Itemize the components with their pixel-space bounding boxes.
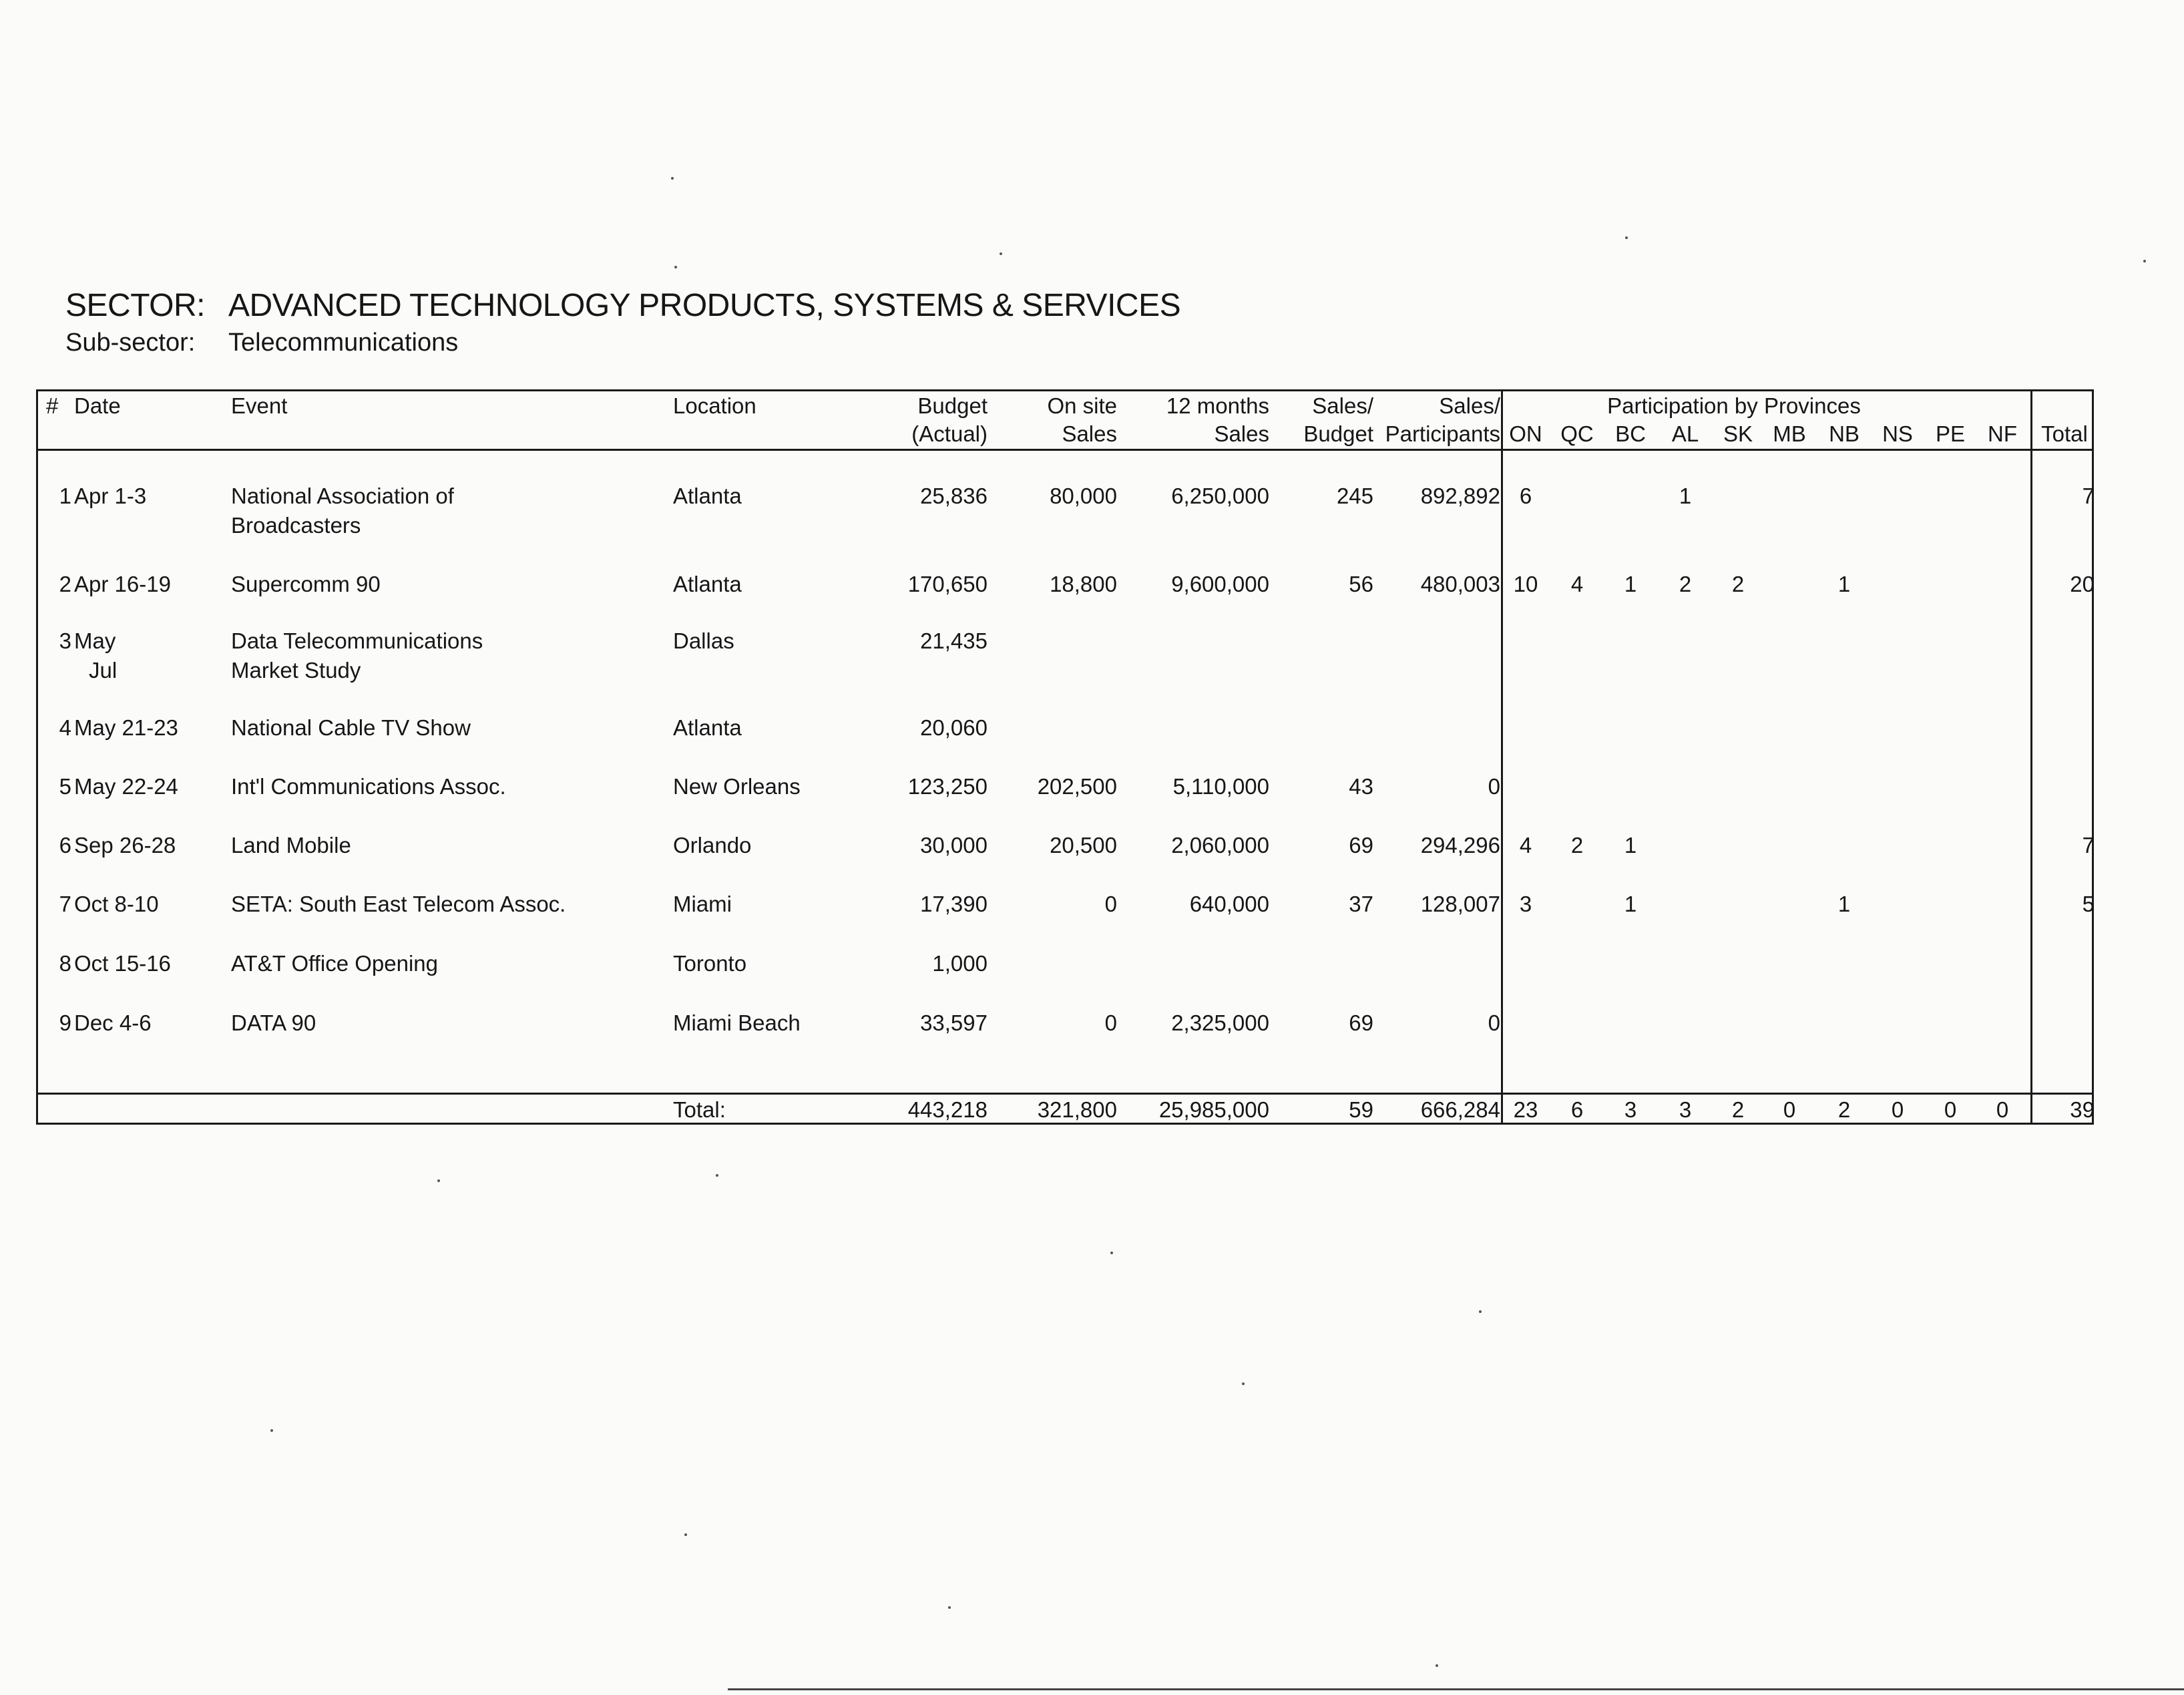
totals-onsite: 321,800 <box>1037 1097 1117 1122</box>
header-budget-line2: (Actual) <box>911 421 988 446</box>
scan-speck <box>1000 252 1002 255</box>
header-sales-participants-line2: Participants <box>1385 421 1500 446</box>
row-budget: 170,650 <box>907 572 988 596</box>
scan-speck <box>1242 1382 1245 1385</box>
totals-province-pe: 0 <box>1944 1097 1957 1122</box>
row-province-al: 2 <box>1679 572 1692 596</box>
totals-province-sk: 2 <box>1731 1097 1745 1122</box>
subsector-value: Telecommunications <box>228 329 459 357</box>
header-rule <box>38 449 2092 451</box>
header-province-nb: NB <box>1829 421 1860 446</box>
header-date: Date <box>74 393 121 418</box>
row-province-bc: 1 <box>1624 833 1637 858</box>
row-sales-budget: 37 <box>1349 892 1373 916</box>
row-location: Atlanta <box>673 572 742 596</box>
header-event: Event <box>231 393 288 418</box>
row-months12: 2,060,000 <box>1171 833 1269 858</box>
scan-speck <box>674 266 677 268</box>
row-budget: 123,250 <box>907 774 988 799</box>
row-event: Supercomm 90 <box>231 572 381 596</box>
header-location: Location <box>673 393 756 418</box>
row-event: AT&T Office Opening <box>231 951 438 976</box>
header-sales-budget-line1: Sales/ <box>1312 393 1373 418</box>
scan-speck <box>1110 1252 1113 1254</box>
row-onsite: 80,000 <box>1050 484 1117 508</box>
row-date: Apr 16-19 <box>74 572 171 596</box>
row-budget: 17,390 <box>920 892 988 916</box>
scan-speck <box>437 1179 440 1182</box>
row-event: SETA: South East Telecom Assoc. <box>231 892 566 916</box>
totals-grand-total: 39 <box>2070 1097 2095 1122</box>
row-onsite: 0 <box>1104 1010 1117 1035</box>
row-event: National Cable TV Show <box>231 715 471 740</box>
row-date: Dec 4-6 <box>74 1010 152 1035</box>
row-province-qc: 2 <box>1570 833 1584 858</box>
totals-province-nb: 2 <box>1837 1097 1851 1122</box>
row-budget: 25,836 <box>920 484 988 508</box>
totals-budget: 443,218 <box>907 1097 988 1122</box>
totals-label: Total: <box>673 1097 726 1122</box>
header-province-qc: QC <box>1560 421 1594 446</box>
totals-province-bc: 3 <box>1624 1097 1637 1122</box>
row-location: Toronto <box>673 951 747 976</box>
row-onsite: 20,500 <box>1050 833 1117 858</box>
row-sales-participants: 294,296 <box>1420 833 1500 858</box>
header-num: # <box>46 393 59 418</box>
header-participation-by-provinces: Participation by Provinces <box>1607 393 1861 418</box>
scan-speck <box>671 177 674 180</box>
scan-speck <box>1479 1310 1482 1313</box>
events-table <box>36 389 2094 1125</box>
row-sales-participants: 480,003 <box>1420 572 1500 596</box>
row-event: Broadcasters <box>231 513 361 538</box>
scan-speck <box>716 1174 718 1177</box>
row-date: May 21-23 <box>74 715 178 740</box>
row-province-sk: 2 <box>1731 572 1745 596</box>
scan-speck <box>1625 236 1628 239</box>
row-date: Oct 15-16 <box>74 951 171 976</box>
header-sales-participants-line1: Sales/ <box>1439 393 1500 418</box>
totals-province-on: 23 <box>1513 1097 1538 1122</box>
header-12-months-sales-line1: 12 months <box>1166 393 1269 418</box>
row-province-on: 3 <box>1519 892 1532 916</box>
sector-label: SECTOR: <box>65 288 205 323</box>
row-sales-budget: 43 <box>1349 774 1373 799</box>
header-province-al: AL <box>1671 421 1699 446</box>
row-budget: 1,000 <box>932 951 988 976</box>
scan-speck <box>1436 1664 1438 1667</box>
row-sales-participants: 0 <box>1488 1010 1500 1035</box>
row-date: Apr 1-3 <box>74 484 147 508</box>
scan-speck <box>270 1429 273 1432</box>
row-sales-budget: 69 <box>1349 1010 1373 1035</box>
header-province-ns: NS <box>1882 421 1913 446</box>
row-province-on: 10 <box>1513 572 1538 596</box>
row-months12: 6,250,000 <box>1171 484 1269 508</box>
row-location: Miami Beach <box>673 1010 801 1035</box>
row-onsite: 202,500 <box>1037 774 1117 799</box>
row-province-bc: 1 <box>1624 572 1637 596</box>
totals-province-nf: 0 <box>1996 1097 2009 1122</box>
row-location: New Orleans <box>673 774 801 799</box>
totals-sales-participants: 666,284 <box>1420 1097 1500 1122</box>
header-budget-line1: Budget <box>917 393 988 418</box>
row-num: 8 <box>59 951 71 976</box>
scan-speck <box>948 1606 951 1609</box>
scan-speck <box>2143 260 2146 262</box>
row-num: 5 <box>59 774 71 799</box>
row-total: 7 <box>2082 833 2095 858</box>
row-months12: 5,110,000 <box>1172 774 1269 799</box>
header-onsite-sales-line1: On site <box>1047 393 1117 418</box>
row-budget: 33,597 <box>920 1010 988 1035</box>
header-onsite-sales-line2: Sales <box>1062 421 1117 446</box>
row-num: 1 <box>59 484 71 508</box>
row-months12: 2,325,000 <box>1171 1010 1269 1035</box>
totals-rule <box>38 1093 2092 1095</box>
row-event: National Association of <box>231 484 454 508</box>
row-event: Market Study <box>231 658 361 683</box>
totals-province-mb: 0 <box>1783 1097 1796 1122</box>
row-event: Int'l Communications Assoc. <box>231 774 506 799</box>
scan-speck <box>684 1533 687 1536</box>
header-12-months-sales-line2: Sales <box>1214 421 1269 446</box>
header-province-mb: MB <box>1773 421 1806 446</box>
row-sales-budget: 69 <box>1349 833 1373 858</box>
header-sales-budget-line2: Budget <box>1303 421 1373 446</box>
row-province-on: 6 <box>1519 484 1532 508</box>
row-province-nb: 1 <box>1837 892 1851 916</box>
header-province-pe: PE <box>1935 421 1966 446</box>
row-onsite: 0 <box>1104 892 1117 916</box>
row-location: Atlanta <box>673 484 742 508</box>
row-province-bc: 1 <box>1624 892 1637 916</box>
header-province-bc: BC <box>1615 421 1646 446</box>
row-total: 7 <box>2082 484 2095 508</box>
header-province-on: ON <box>1509 421 1542 446</box>
row-date: Jul <box>89 658 118 683</box>
row-event: DATA 90 <box>231 1010 316 1035</box>
row-date: May <box>74 628 116 653</box>
scan-edge-line <box>728 1688 2184 1690</box>
row-event: Land Mobile <box>231 833 351 858</box>
row-sales-budget: 245 <box>1336 484 1373 508</box>
row-months12: 640,000 <box>1189 892 1269 916</box>
row-date: May 22-24 <box>74 774 178 799</box>
row-num: 6 <box>59 833 71 858</box>
totals-sales-budget: 59 <box>1349 1097 1373 1122</box>
row-onsite: 18,800 <box>1050 572 1117 596</box>
subsector-label: Sub-sector: <box>65 329 196 357</box>
row-event: Data Telecommunications <box>231 628 483 653</box>
row-total: 20 <box>2070 572 2095 596</box>
row-budget: 30,000 <box>920 833 988 858</box>
row-province-nb: 1 <box>1837 572 1851 596</box>
row-months12: 9,600,000 <box>1171 572 1269 596</box>
row-budget: 20,060 <box>920 715 988 740</box>
header-province-nf: NF <box>1988 421 2017 446</box>
row-province-al: 1 <box>1679 484 1692 508</box>
subsector-heading <box>65 326 1180 359</box>
totals-province-ns: 0 <box>1891 1097 1904 1122</box>
row-sales-participants: 0 <box>1488 774 1500 799</box>
row-date: Sep 26-28 <box>74 833 176 858</box>
row-date: Oct 8-10 <box>74 892 159 916</box>
row-num: 3 <box>59 628 71 653</box>
row-location: Miami <box>673 892 732 916</box>
row-province-qc: 4 <box>1570 572 1584 596</box>
row-num: 9 <box>59 1010 71 1035</box>
row-num: 7 <box>59 892 71 916</box>
row-num: 4 <box>59 715 71 740</box>
row-budget: 21,435 <box>920 628 988 653</box>
row-sales-participants: 892,892 <box>1420 484 1500 508</box>
totals-province-qc: 6 <box>1570 1097 1584 1122</box>
header-total: Total <box>2041 421 2088 446</box>
row-num: 2 <box>59 572 71 596</box>
row-province-on: 4 <box>1519 833 1532 858</box>
sector-value: ADVANCED TECHNOLOGY PRODUCTS, SYSTEMS & SERVICES <box>228 288 1181 323</box>
row-total: 5 <box>2082 892 2095 916</box>
sector-heading <box>65 286 1180 326</box>
totals-province-al: 3 <box>1679 1097 1692 1122</box>
page-header <box>65 286 1180 359</box>
totals-months12: 25,985,000 <box>1158 1097 1269 1122</box>
row-location: Dallas <box>673 628 734 653</box>
row-location: Orlando <box>673 833 752 858</box>
header-province-sk: SK <box>1723 421 1753 446</box>
row-sales-budget: 56 <box>1349 572 1373 596</box>
row-sales-participants: 128,007 <box>1420 892 1500 916</box>
row-location: Atlanta <box>673 715 742 740</box>
